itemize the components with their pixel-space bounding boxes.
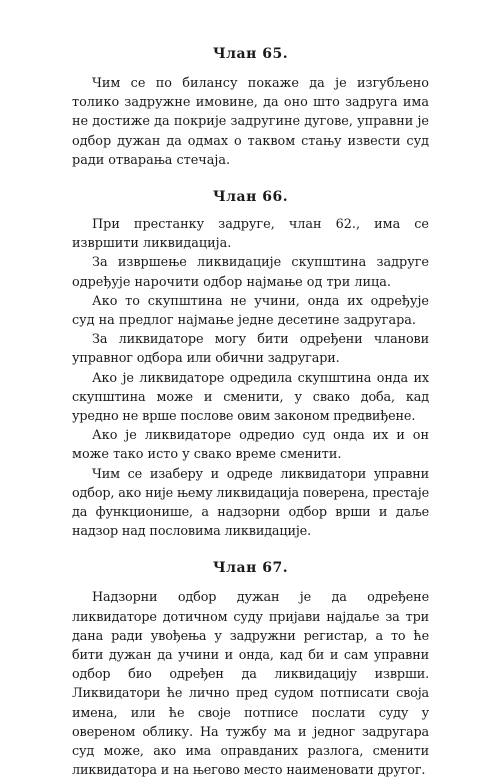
article-67-paragraph-1: Надзорни одбор дужан је да одређене ликвидаторе дотичном суду пријави најдаље за три дана ради увођења у задружни регистар, а то ће бити дужан да учини и онда, кад би и сам управни одбор био одређен да ликвидацију изврши. Ликвидатори ће лично пред судом потписати своја имена, или ће своје потписе послати суду у овереном облику. На тужбу ма и једног задругара суд може, ако има оправданих разлога, сменити ликвидатора и на његово место наименовати другог. (72, 590, 429, 779)
article-66-paragraph-6: Ако је ликвидаторе одредио суд онда их и он може тако исто у свако време сменити. (72, 428, 429, 463)
article-67-title: Члан 67. (212, 560, 289, 577)
article-66-paragraph-3: Ако то скупштина не учини, онда их одређује суд на предлог најмање једне десетине задругара. (72, 293, 429, 329)
article-66-title: Члан 66. (212, 189, 289, 206)
article-66-paragraph-7: Чим се изаберу и одреде ликвидатори управни одбор, ако није њему ликвидација поверена, престаје да функционише, а надзорни одбор врши и даље надзор над пословима ликвидације. (72, 466, 429, 540)
article-66-paragraph-4: За ликвидаторе могу бити одређени чланови управног одбора или обични задругари. (72, 332, 429, 367)
article-65-title: Члан 65. (212, 46, 289, 62)
article-66-body (72, 215, 429, 541)
article-65-paragraph-1: Чим се по билансу покаже да је изгубљено толико задружне имовине, да оно што задруга има не достиже да покрије задругине дугове, управни је одбор дужан да одмах о таквом стању извести суд ради отварања стечаја. (72, 76, 429, 168)
article-66-paragraph-1: При престанку задруге, члан 62., има се извршити ликвидација. (72, 217, 429, 252)
article-66-paragraph-2: За извршење ликвидације скупштина задруге одређује нарочити одбор најмање од три лица. (72, 255, 429, 290)
article-66-paragraph-5: Ако је ликвидаторе одредила скупштина онда их скупштина може и сменити, у свако доба, кад уредно не врше послове овим законом предвиђене. (72, 370, 429, 425)
